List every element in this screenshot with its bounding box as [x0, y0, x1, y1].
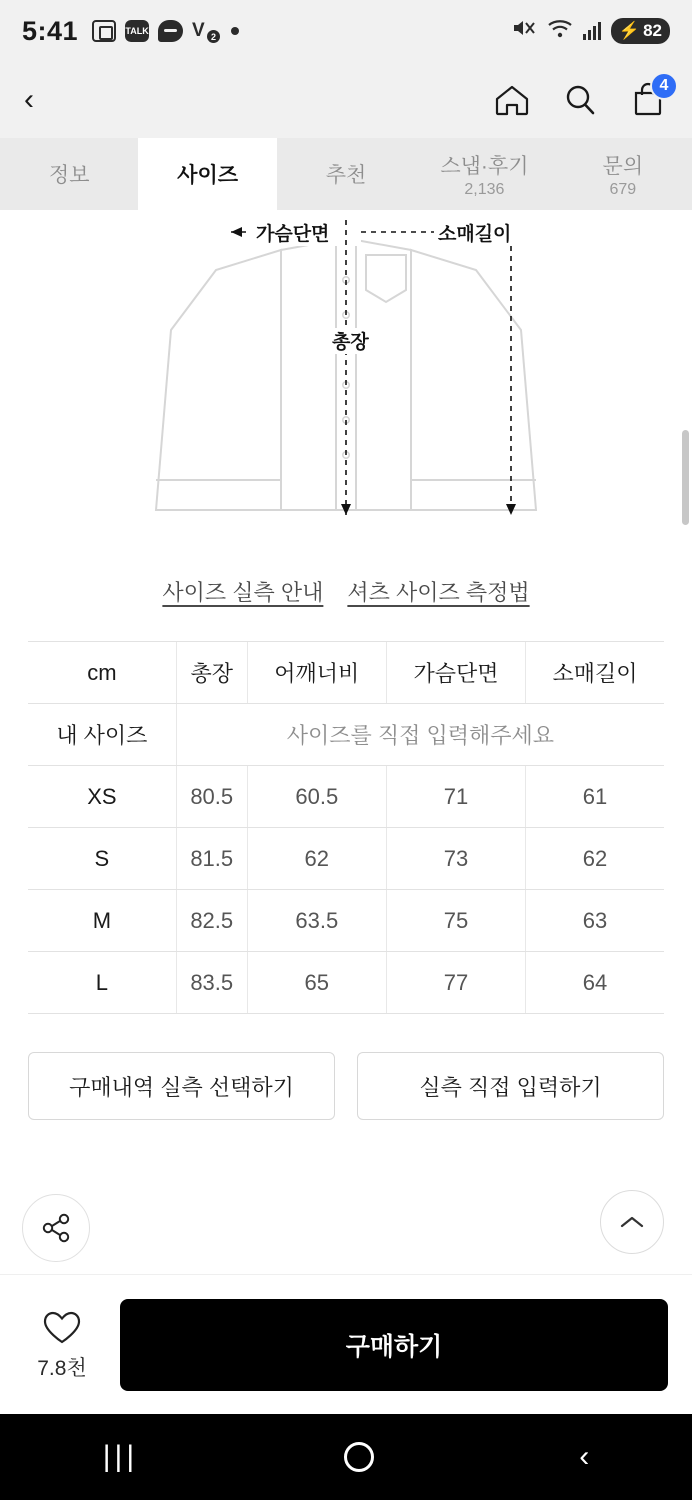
cell-chest: 77 — [386, 952, 525, 1014]
my-size-input[interactable]: 사이즈를 직접 입력해주세요 — [176, 704, 664, 766]
mute-icon — [511, 17, 537, 45]
sleeve-label: 소매길이 — [438, 224, 512, 245]
table-row — [28, 890, 664, 952]
buy-button[interactable]: 구매하기 — [120, 1299, 668, 1391]
shirt-measurement-diagram — [0, 210, 692, 550]
status-right-icons — [511, 17, 670, 45]
enter-measurement-button[interactable]: 실측 직접 입력하기 — [357, 1052, 664, 1120]
row-size-label: S — [28, 828, 176, 890]
chest-label: 가슴단면 — [256, 224, 330, 245]
back-icon[interactable]: ‹ — [579, 1440, 590, 1473]
shopping-bag-icon[interactable] — [628, 77, 669, 120]
cell-shoulder: 60.5 — [247, 766, 386, 828]
size-guide-links — [0, 576, 692, 607]
col-sleeve: 소매길이 — [526, 642, 664, 704]
wifi-icon — [547, 18, 573, 44]
chevron-up-icon[interactable] — [600, 1190, 664, 1254]
talk-icon: TALK — [125, 20, 149, 42]
signal-icon — [583, 22, 601, 40]
tab-snap-review[interactable] — [415, 138, 553, 210]
heart-icon — [40, 1308, 84, 1348]
recents-icon[interactable]: ||| — [102, 1440, 139, 1473]
col-chest: 가슴단면 — [386, 642, 525, 704]
cell-total-length: 83.5 — [176, 952, 247, 1014]
status-time: 5:41 — [22, 15, 79, 46]
charging-bolt-icon: ⚡ — [618, 21, 641, 40]
like-button[interactable] — [24, 1308, 100, 1382]
col-shoulder: 어깨너비 — [247, 642, 386, 704]
nav-actions — [492, 77, 669, 120]
tab-label: 추천 — [325, 164, 367, 187]
my-size-label: 내 사이즈 — [28, 704, 176, 766]
tab-size[interactable] — [138, 138, 276, 210]
vertical-scrollbar[interactable] — [682, 430, 689, 525]
col-total-length: 총장 — [176, 642, 247, 704]
row-size-label: L — [28, 952, 176, 1014]
message-icon — [158, 20, 183, 42]
cell-chest: 73 — [386, 828, 525, 890]
row-size-label: XS — [28, 766, 176, 828]
like-count: 7.8천 — [37, 1356, 87, 1380]
unit-header: cm — [28, 642, 176, 704]
cell-shoulder: 62 — [247, 828, 386, 890]
cell-chest: 75 — [386, 890, 525, 952]
table-row — [28, 828, 664, 890]
status-bar — [0, 0, 692, 62]
table-header-row — [28, 642, 664, 704]
tab-count: 679 — [609, 180, 637, 198]
home-circle-icon[interactable] — [344, 1442, 374, 1472]
measurement-actions — [28, 1052, 664, 1120]
my-size-row[interactable] — [28, 704, 664, 766]
tab-inquiry[interactable] — [554, 138, 692, 210]
cell-total-length: 82.5 — [176, 890, 247, 952]
cell-total-length: 81.5 — [176, 828, 247, 890]
purchase-bar — [0, 1274, 692, 1414]
cell-total-length: 80.5 — [176, 766, 247, 828]
screenshot-icon — [92, 20, 116, 42]
size-measure-guide-link[interactable]: 사이즈 실측 안내 — [162, 580, 324, 605]
cell-sleeve: 63 — [526, 890, 664, 952]
back-chevron-icon[interactable]: ‹ — [24, 83, 34, 116]
tab-label: 스냅·후기 — [440, 154, 529, 178]
cell-sleeve: 61 — [526, 766, 664, 828]
total-length-label: 총장 — [332, 332, 369, 353]
battery-indicator — [611, 18, 670, 44]
table-row — [28, 952, 664, 1014]
tab-label: 정보 — [48, 164, 90, 187]
cell-sleeve: 62 — [526, 828, 664, 890]
cell-shoulder: 65 — [247, 952, 386, 1014]
tab-label: 문의 — [602, 154, 644, 178]
tab-label: 사이즈 — [177, 164, 239, 187]
tab-info[interactable] — [0, 138, 138, 210]
share-icon[interactable] — [22, 1194, 90, 1262]
select-from-purchase-button[interactable]: 구매내역 실측 선택하기 — [28, 1052, 335, 1120]
volte-letter: V — [192, 20, 205, 41]
cell-sleeve: 64 — [526, 952, 664, 1014]
volte-badge: 2 — [207, 30, 220, 43]
dot-icon — [231, 27, 239, 35]
row-size-label: M — [28, 890, 176, 952]
system-navigation-bar — [0, 1414, 692, 1500]
table-row — [28, 766, 664, 828]
volte-icon — [192, 20, 218, 42]
shirt-measure-method-link[interactable]: 셔츠 사이즈 측정법 — [347, 580, 530, 605]
search-icon[interactable] — [560, 80, 600, 120]
cart-badge: 4 — [650, 72, 678, 100]
home-icon[interactable] — [492, 80, 532, 120]
next-section-header — [28, 1182, 664, 1262]
app-nav-bar — [0, 62, 692, 138]
tab-recommend[interactable] — [277, 138, 415, 210]
tab-count: 2,136 — [464, 180, 505, 198]
cell-chest: 71 — [386, 766, 525, 828]
size-table — [28, 641, 664, 1014]
status-left-icons — [92, 20, 239, 42]
section-tabs — [0, 138, 692, 210]
battery-level: 82 — [643, 21, 662, 40]
cell-shoulder: 63.5 — [247, 890, 386, 952]
